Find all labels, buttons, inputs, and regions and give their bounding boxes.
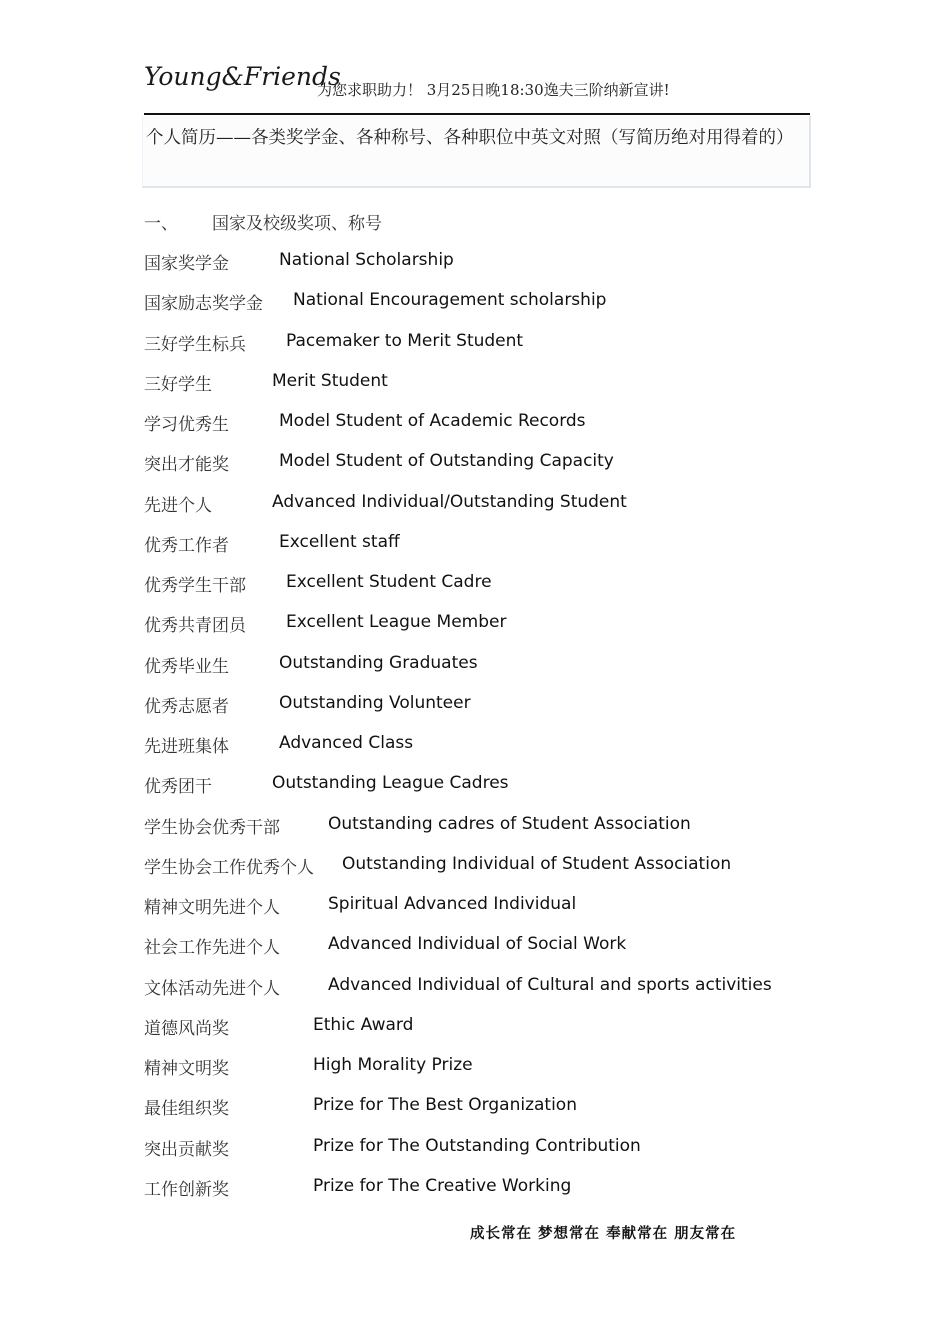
award-chinese-name: 文体活动先进个人	[144, 978, 280, 999]
award-english-name: Excellent staff	[279, 531, 400, 552]
section-number: 一、	[144, 214, 178, 234]
award-chinese-name: 三好学生标兵	[144, 334, 246, 355]
award-chinese-name: 先进班集体	[144, 737, 229, 757]
section-title: 国家及校级奖项、称号	[212, 214, 382, 234]
page-header	[144, 62, 810, 112]
award-english-name: High Morality Prize	[313, 1055, 473, 1075]
award-english-name: Prize for The Best Organization	[313, 1095, 577, 1116]
title-box	[142, 116, 811, 188]
award-chinese-name: 国家励志奖学金	[144, 294, 263, 315]
award-english-name: Advanced Individual of Cultural and sports activities	[328, 974, 772, 995]
award-english-name: National Scholarship	[279, 250, 454, 270]
award-english-name: National Encouragement scholarship	[293, 290, 607, 311]
award-chinese-name: 突出贡献奖	[144, 1139, 229, 1160]
brand-logo: Young&Friends	[144, 62, 341, 91]
award-chinese-name: 优秀工作者	[144, 535, 229, 556]
award-chinese-name: 优秀共青团员	[144, 616, 246, 637]
award-english-name: Pacemaker to Merit Student	[286, 330, 524, 351]
award-english-name: Prize for The Creative Working	[313, 1175, 572, 1196]
award-english-name: Ethic Award	[313, 1014, 414, 1035]
award-english-name: Model Student of Outstanding Capacity	[279, 451, 614, 472]
header-slogan: 为您求职助力！ 3月25日晚18:30逸夫三阶纳新宣讲!	[317, 81, 670, 99]
award-chinese-name: 工作创新奖	[144, 1179, 229, 1200]
award-english-name: Advanced Individual/Outstanding Student	[272, 491, 627, 512]
award-chinese-name: 精神文明先进个人	[144, 898, 280, 918]
document-title: 个人简历——各类奖学金、各种称号、各种职位中英文对照（写简历绝对用得着的）	[146, 128, 794, 148]
award-english-name: Outstanding cadres of Student Association	[328, 813, 691, 834]
award-chinese-name: 三好学生	[144, 374, 212, 395]
award-chinese-name: 优秀学生干部	[144, 576, 246, 596]
award-chinese-name: 先进个人	[144, 495, 212, 516]
award-english-name: Advanced Individual of Social Work	[328, 934, 627, 955]
award-english-name: Prize for The Outstanding Contribution	[313, 1135, 641, 1156]
section-heading	[144, 209, 382, 234]
award-chinese-name: 优秀毕业生	[144, 656, 229, 677]
award-english-name: Model Student of Academic Records	[279, 411, 586, 431]
award-chinese-name: 学生协会优秀干部	[144, 817, 280, 838]
award-chinese-name: 优秀团干	[144, 777, 212, 798]
award-english-name: Outstanding Volunteer	[279, 692, 471, 713]
award-chinese-name: 优秀志愿者	[144, 696, 229, 717]
award-chinese-name: 最佳组织奖	[144, 1099, 229, 1120]
award-chinese-name: 学习优秀生	[144, 415, 229, 435]
award-english-name: Outstanding Graduates	[279, 652, 478, 673]
award-chinese-name: 社会工作先进个人	[144, 938, 280, 959]
award-chinese-name: 道德风尚奖	[144, 1018, 229, 1039]
award-chinese-name: 学生协会工作优秀个人	[144, 857, 314, 878]
award-chinese-name: 精神文明奖	[144, 1059, 229, 1079]
award-english-name: Merit Student	[272, 370, 388, 391]
footer-motto: 成长常在 梦想常在 奉献常在 朋友常在	[470, 1225, 737, 1242]
award-english-name: Excellent Student Cadre	[286, 572, 492, 592]
award-chinese-name: 突出才能奖	[144, 455, 229, 476]
header-divider	[144, 113, 810, 115]
award-english-name: Outstanding Individual of Student Association	[342, 853, 732, 874]
award-chinese-name: 国家奖学金	[144, 254, 229, 274]
award-english-name: Spiritual Advanced Individual	[328, 894, 577, 914]
award-english-name: Excellent League Member	[286, 612, 507, 633]
award-english-name: Outstanding League Cadres	[272, 773, 509, 794]
award-english-name: Advanced Class	[279, 733, 414, 753]
